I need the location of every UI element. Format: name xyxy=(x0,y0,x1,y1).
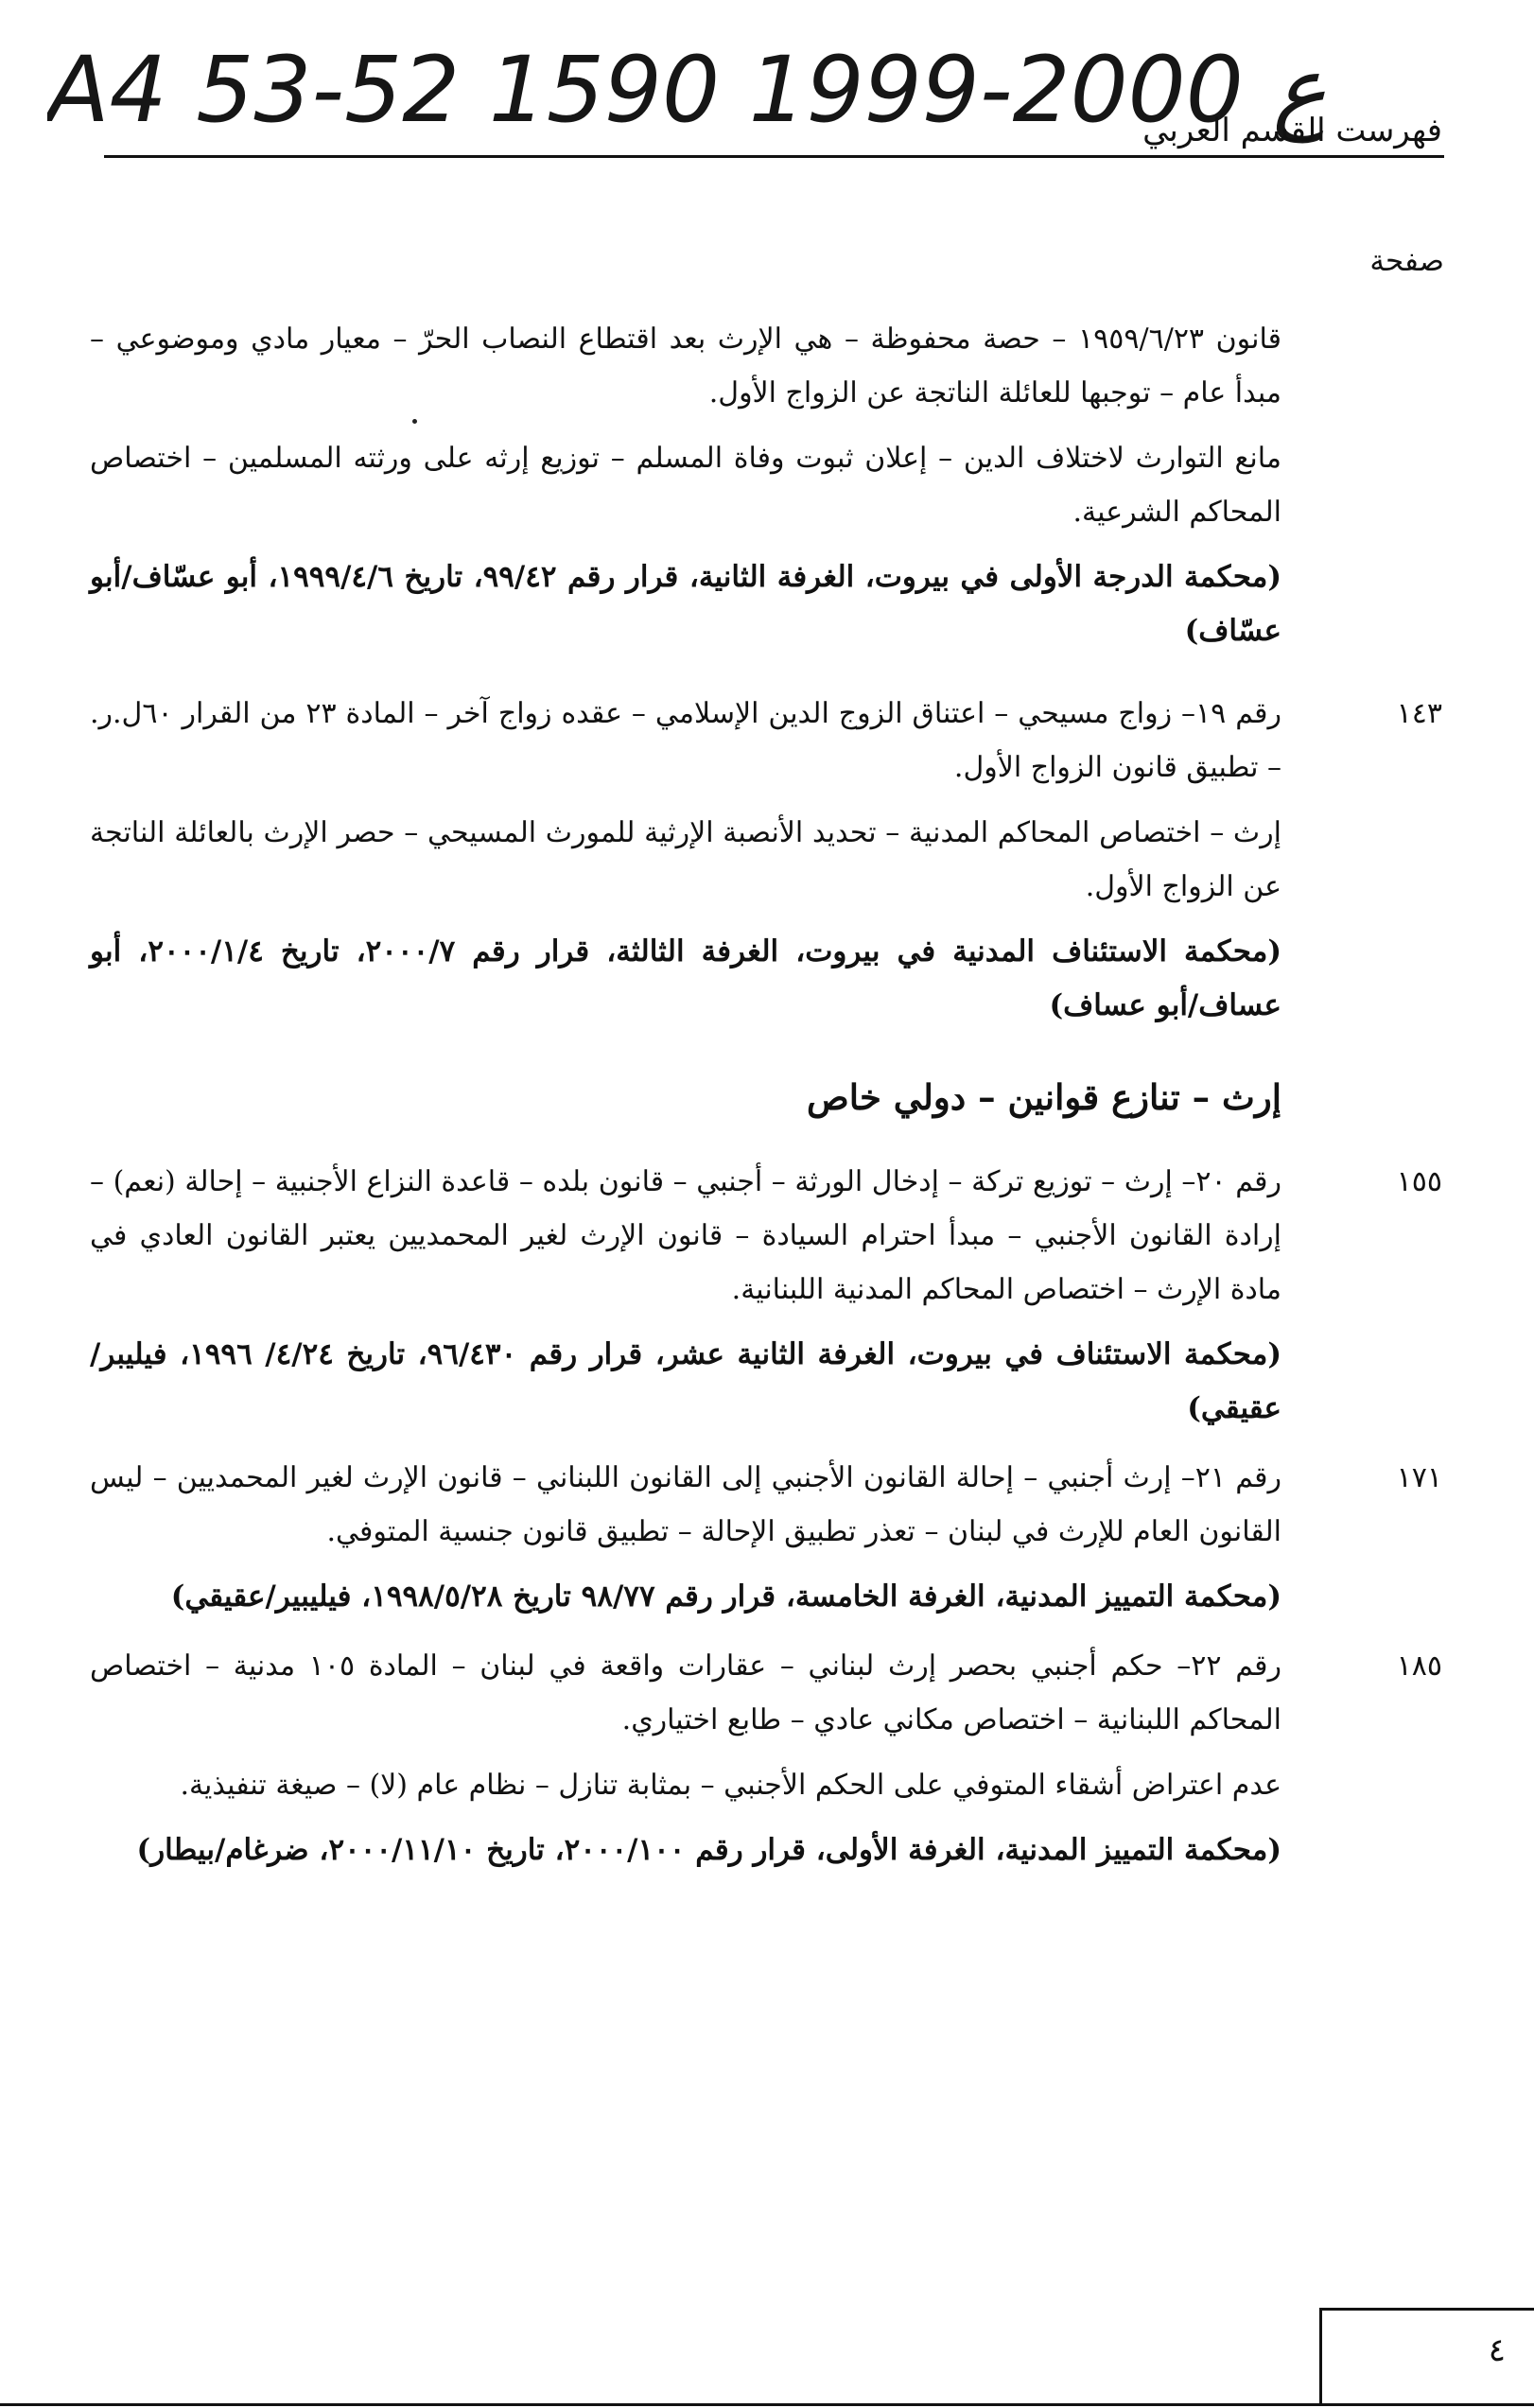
index-content xyxy=(90,312,1442,1893)
handwritten-annotation-text: A4 53-52 ع 2000-1999 1590 xyxy=(47,37,1327,143)
court-citation: (محكمة التمييز المدنية، الغرفة الأولى، قرار رقم ٢٠٠٠/١٠٠، تاريخ ٢٠٠٠/١١/١٠، ضرغام/بيطار) xyxy=(136,1833,1281,1867)
entry-summary: قانون ١٩٥٩/٦/٢٣ – حصة محفوظة – هي الإرث بعد اقتطاع النصاب الحرّ – معيار مادي وموضوعي – مبدأ عام – توجبها للعائلة الناتجة عن الزواج الأول. xyxy=(90,323,1281,410)
page-number: ٤ xyxy=(1488,2331,1506,2369)
index-entry xyxy=(90,1155,1442,1436)
entry-summary: رقم ١٩– زواج مسيحي – اعتناق الزوج الدين الإسلامي – عقده زواج آخر – المادة ٢٣ من القرار ٦٠ل.ر. – تطبيق قانون الزواج الأول. xyxy=(90,697,1281,784)
entry-summary: مانع التوارث لاختلاف الدين – إعلان ثبوت وفاة المسلم – توزيع إرثه على ورثته المسلمين – اختصاص المحاكم الشرعية. xyxy=(90,442,1281,529)
index-title: فهرست القسم العربي xyxy=(1142,112,1442,149)
index-entry xyxy=(90,312,1281,658)
entry-summary: إرث – اختصاص المحاكم المدنية – تحديد الأنصبة الإرثية للمورث المسيحي – حصر الإرث بالعائلة الناتجة عن الزواج الأول. xyxy=(90,816,1281,903)
entry-page-number: ١٨٥ xyxy=(1396,1649,1442,1683)
bottom-divider xyxy=(0,2403,1534,2406)
court-citation: (محكمة الاستئناف المدنية في بيروت، الغرفة الثالثة، قرار رقم ٢٠٠٠/٧، تاريخ ٢٠٠٠/١/٤، أبو عساف/أبو عساف) xyxy=(90,934,1281,1022)
entry-summary: رقم ٢٠– إرث – توزيع تركة – إدخال الورثة – أجنبي – قانون بلده – قاعدة النزاع الأجنبية – إحالة (نعم) – إرادة القانون الأجنبي – مبدأ احترام السيادة – قانون الإرث لغير المحمديين يعتبر القانون العادي في مادة الإرث – اختصاص المحاكم المدنية اللبنانية. xyxy=(90,1165,1281,1306)
entry-page-number: ١٤٣ xyxy=(1396,697,1442,730)
index-entry xyxy=(90,687,1442,1033)
entry-page-number: ١٧١ xyxy=(1396,1461,1442,1494)
page-column-label: صفحة xyxy=(1369,244,1444,278)
index-entry xyxy=(90,1451,1442,1624)
court-citation: (محكمة التمييز المدنية، الغرفة الخامسة، قرار رقم ٩٨/٧٧ تاريخ ١٩٩٨/٥/٢٨، فيليبير/عقيقي) xyxy=(170,1579,1281,1614)
entry-summary: رقم ٢١– إرث أجنبي – إحالة القانون الأجنبي إلى القانون اللبناني – قانون الإرث لغير المحمديين – ليس القانون العام للإرث في لبنان – تعذر تطبيق الإحالة – تطبيق قانون جنسية المتوفي. xyxy=(90,1461,1281,1548)
section-heading: إرث – تنازع قوانين – دولي خاص xyxy=(807,1076,1281,1118)
header-divider xyxy=(104,155,1444,158)
court-citation: (محكمة الدرجة الأولى في بيروت، الغرفة الثانية، قرار رقم ٩٩/٤٢، تاريخ ١٩٩٩/٤/٦، أبو عسّاف/أبو عسّاف) xyxy=(90,560,1282,648)
entry-summary: رقم ٢٢– حكم أجنبي بحصر إرث لبناني – عقارات واقعة في لبنان – المادة ١٠٥ مدنية – اختصاص المحاكم اللبنانية – اختصاص مكاني عادي – طابع اختياري. xyxy=(90,1649,1281,1736)
page-number-box xyxy=(1319,2308,1534,2406)
entry-page-number: ١٥٥ xyxy=(1396,1165,1442,1198)
index-entry xyxy=(90,1639,1442,1877)
court-citation: (محكمة الاستئناف في بيروت، الغرفة الثانية عشر، قرار رقم ٩٦/٤٣٠، تاريخ ٤/٢٤/ ١٩٩٦، فيليبر/عقيقي) xyxy=(90,1337,1281,1425)
entry-summary: عدم اعتراض أشقاء المتوفي على الحكم الأجنبي – بمثابة تنازل – نظام عام (لا) – صيغة تنفيذية. xyxy=(180,1769,1281,1802)
